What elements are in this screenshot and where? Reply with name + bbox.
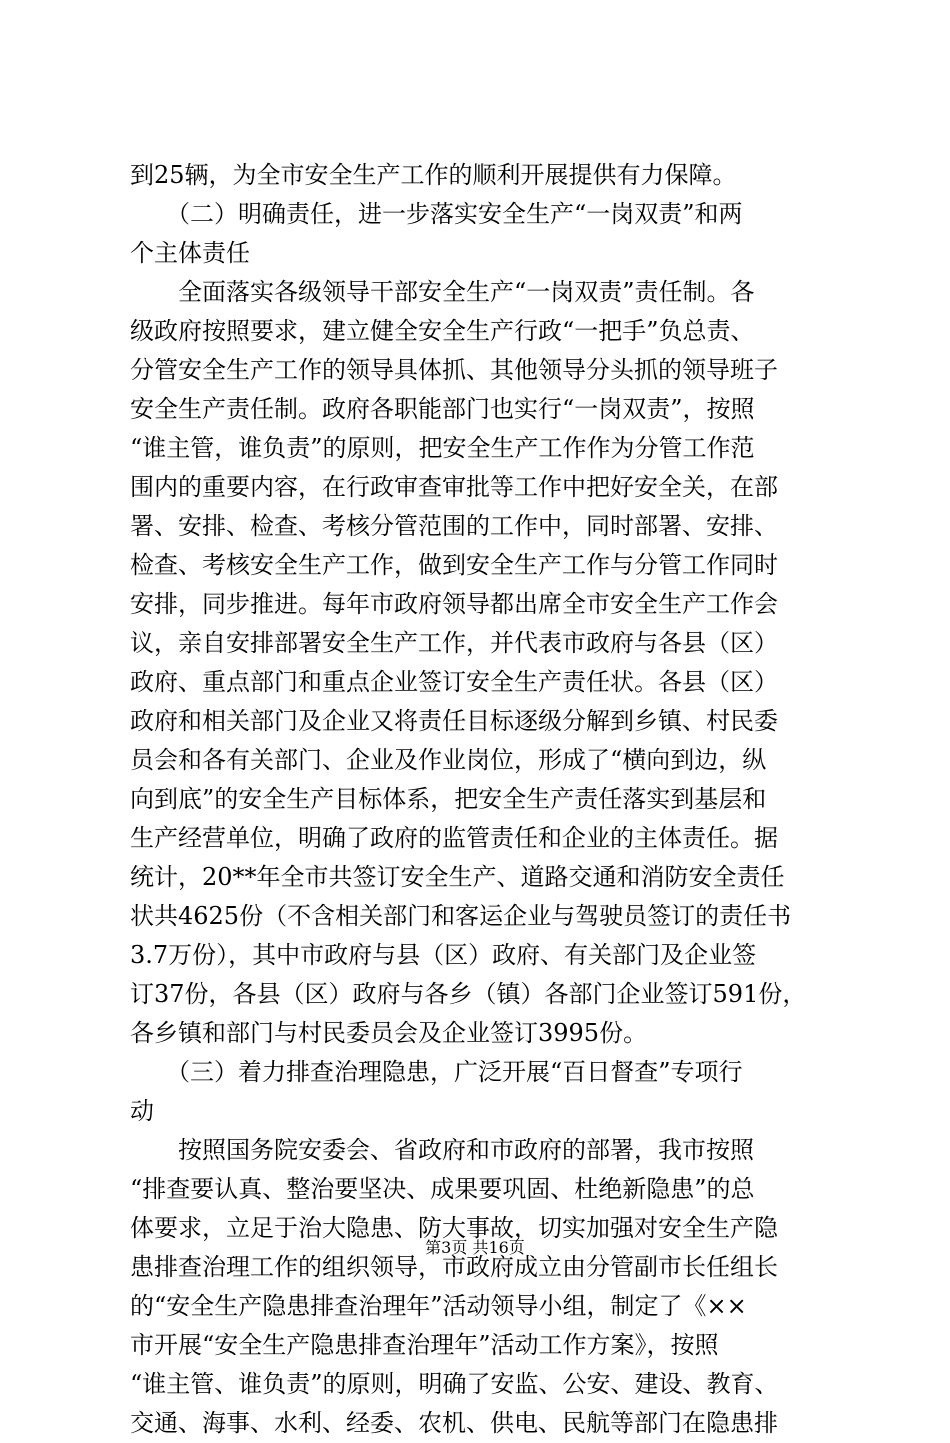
section-heading: （二）明确责任，进一步落实安全生产“一岗双责”和两 [130,200,743,228]
page-number: 第3页 共16页 [425,1238,525,1257]
text-line: 向到底”的安全生产目标体系，把安全生产责任落实到基层和 [130,785,767,813]
text-line: 3.7万份），其中市政府与县（区）政府、有关部门及企业签 [130,941,757,969]
text-line: 的“安全生产隐患排查治理年”活动领导小组，制定了《×× [130,1292,747,1320]
text-line: 体要求，立足于治大隐患、防大事故，切实加强对安全生产隐 [130,1214,778,1242]
text-line: 政府和相关部门及企业又将责任目标逐级分解到乡镇、村民委 [130,707,778,735]
text-line: 级政府按照要求，建立健全安全生产行政“一把手”负总责、 [130,317,755,345]
text-line: 各乡镇和部门与村民委员会及企业签订3995份。 [130,1019,648,1047]
text-line: “排查要认真、整治要坚决、成果要巩固、杜绝新隐患”的总 [130,1175,755,1203]
text-line: 状共4625份（不含相关部门和客运企业与驾驶员签订的责任书 [130,902,792,930]
text-line: 患排查治理工作的组织领导，市政府成立由分管副市长任组长 [130,1253,778,1281]
text-line: 检查、考核安全生产工作，做到安全生产工作与分管工作同时 [130,551,778,579]
text-line: 到25辆，为全市安全生产工作的顺利开展提供有力保障。 [130,161,737,189]
text-line: 生产经营单位，明确了政府的监管责任和企业的主体责任。据 [130,824,778,852]
text-line: 全面落实各级领导干部安全生产“一岗双责”责任制。各 [130,278,755,306]
text-line: 按照国务院安委会、省政府和市政府的部署，我市按照 [130,1136,754,1164]
text-line: 市开展“安全生产隐患排查治理年”活动工作方案》，按照 [130,1331,719,1359]
text-line: 统计，20**年全市共签订安全生产、道路交通和消防安全责任 [130,863,785,891]
text-line: 政府、重点部门和重点企业签订安全生产责任状。各县（区） [130,668,778,696]
text-line: 分管安全生产工作的领导具体抓、其他领导分头抓的领导班子 [130,356,778,384]
text-line: 订37份，各县（区）政府与各乡（镇）各部门企业签订591份， [130,980,807,1008]
text-line: “谁主管，谁负责”的原则，把安全生产工作作为分管工作范 [130,434,755,462]
text-line: 围内的重要内容，在行政审查审批等工作中把好安全关，在部 [130,473,778,501]
section-heading: 动 [130,1097,154,1125]
text-line: 议，亲自安排部署安全生产工作，并代表市政府与各县（区） [130,629,778,657]
section-heading: 个主体责任 [130,239,250,267]
text-line: 署、安排、检查、考核分管范围的工作中，同时部署、安排、 [130,512,778,540]
text-line: 交通、海事、水利、经委、农机、供电、民航等部门在隐患排 [130,1409,778,1437]
text-line: 安排，同步推进。每年市政府领导都出席全市安全生产工作会 [130,590,778,618]
text-line: 员会和各有关部门、企业及作业岗位，形成了“横向到边，纵 [130,746,767,774]
section-heading: （三）着力排查治理隐患，广泛开展“百日督查”专项行 [130,1058,743,1086]
text-line: “谁主管、谁负责”的原则，明确了安监、公安、建设、教育、 [130,1370,779,1398]
text-line: 安全生产责任制。政府各职能部门也实行“一岗双责”，按照 [130,395,755,423]
